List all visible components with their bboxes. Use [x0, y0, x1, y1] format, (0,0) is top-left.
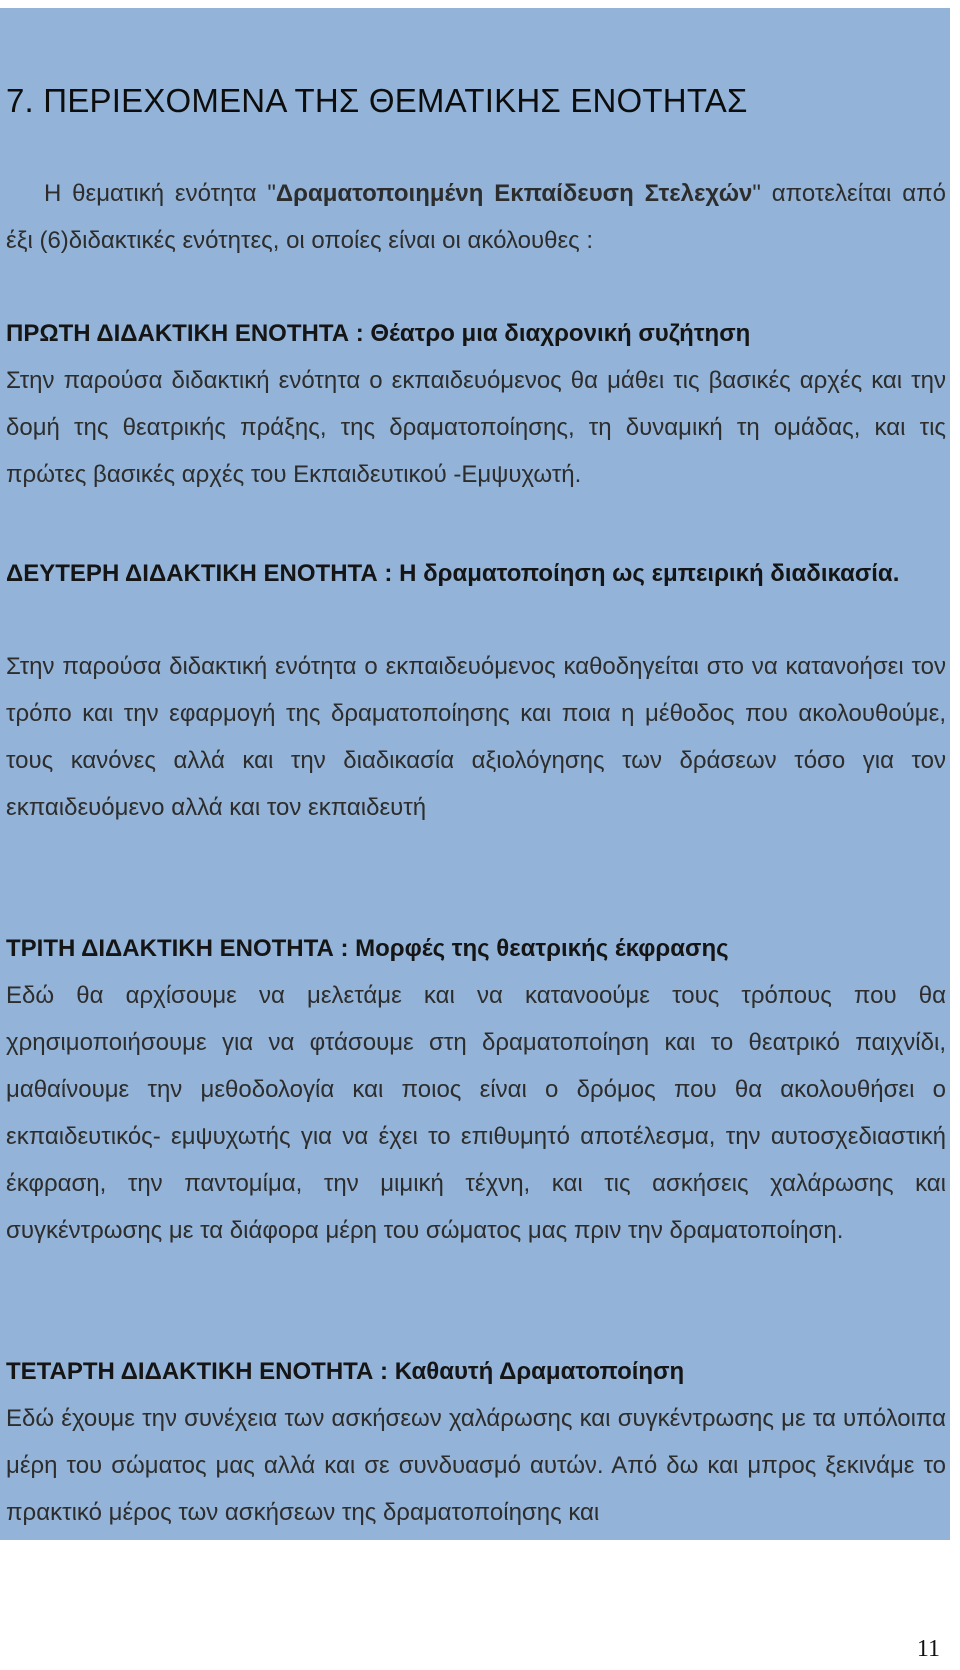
section-4-body: Εδώ έχουμε την συνέχεια των ασκήσεων χαλάρωσης και συγκέντρωσης με τα υπόλοιπα μέρη του σώματος μας αλλά και σε συνδυασμό αυτών. Από δω και μπρος ξεκινάμε το πρακτικό μέρος των ασκήσεων της δραματοποίησης και: [6, 1405, 946, 1526]
page-number: 11: [916, 1636, 940, 1662]
intro-paragraph: [6, 170, 946, 264]
section-2-title: ΔΕΥΤΕΡΗ ΔΙΔΑΚΤΙΚΗ ΕΝΟΤΗΤΑ : Η δραματοποίηση ως εμπειρική διαδικασία.: [6, 560, 900, 587]
section-3-title: ΤΡΙΤΗ ΔΙΔΑΚΤΙΚΗ ΕΝΟΤΗΤΑ : Μορφές της θεατρικής έκφρασης: [6, 935, 729, 962]
section-1-title: ΠΡΩΤΗ ΔΙΔΑΚΤΙΚΗ ΕΝΟΤΗΤΑ : Θέατρο μια διαχρονική συζήτηση: [6, 320, 751, 347]
section-heading: 7. ΠΕΡΙΕΧΟΜΕΝΑ ΤΗΣ ΘΕΜΑΤΙΚΗΣ ΕΝΟΤΗΤΑΣ: [6, 82, 748, 119]
intro-text-after: " αποτελείται από έξι (6)διδακτικές ενότητες, οι οποίες είναι οι ακόλουθες :: [6, 180, 947, 254]
section-1-body: Στην παρούσα διδακτική ενότητα ο εκπαιδευόμενος θα μάθει τις βασικές αρχές και την δομή της θεατρικής πράξης, της δραματοποίησης, τη δυναμική τη ομάδας, και τις πρώτες βασικές αρχές του Εκπαιδευτικού -Εμψυχωτή.: [6, 367, 946, 488]
section-3-body: Εδώ θα αρχίσουμε να μελετάμε και να κατανοούμε τους τρόπους που θα χρησιμοποιήσουμε για να φτάσουμε στη δραματοποίηση και το θεατρικό παιχνίδι, μαθαίνουμε την μεθοδολογία και ποιος είναι ο δρόμος που θα ακολουθήσει ο εκπαιδευτικός- εμψυχωτής για να έχει το επιθυμητό αποτέλεσμα, την αυτοσχεδιαστική έκφραση, την παντομίμα, την μιμική τέχνη, και τις ασκήσεις χαλάρωσης και συγκέντρωσης με τα διάφορα μέρη του σώματος μας πριν την δραματοποίηση.: [6, 982, 946, 1244]
intro-text-before: Η θεματική ενότητα ": [44, 180, 276, 207]
section-2-body: Στην παρούσα διδακτική ενότητα ο εκπαιδευόμενος καθοδηγείται στο να κατανοήσει τον τρόπο και την εφαρμογή της δραματοποίησης και ποια η μέθοδος που ακολουθούμε, τους κανόνες αλλά και την διαδικασία αξιολόγησης των δράσεων τόσο για τον εκπαιδευόμενο αλλά και τον εκπαιδευτή: [6, 653, 946, 821]
intro-unit-name: Δραματοποιημένη Εκπαίδευση Στελεχών: [275, 180, 753, 207]
section-4-title: ΤΕΤΑΡΤΗ ΔΙΔΑΚΤΙΚΗ ΕΝΟΤΗΤΑ : Καθαυτή Δραματοποίηση: [6, 1358, 685, 1385]
